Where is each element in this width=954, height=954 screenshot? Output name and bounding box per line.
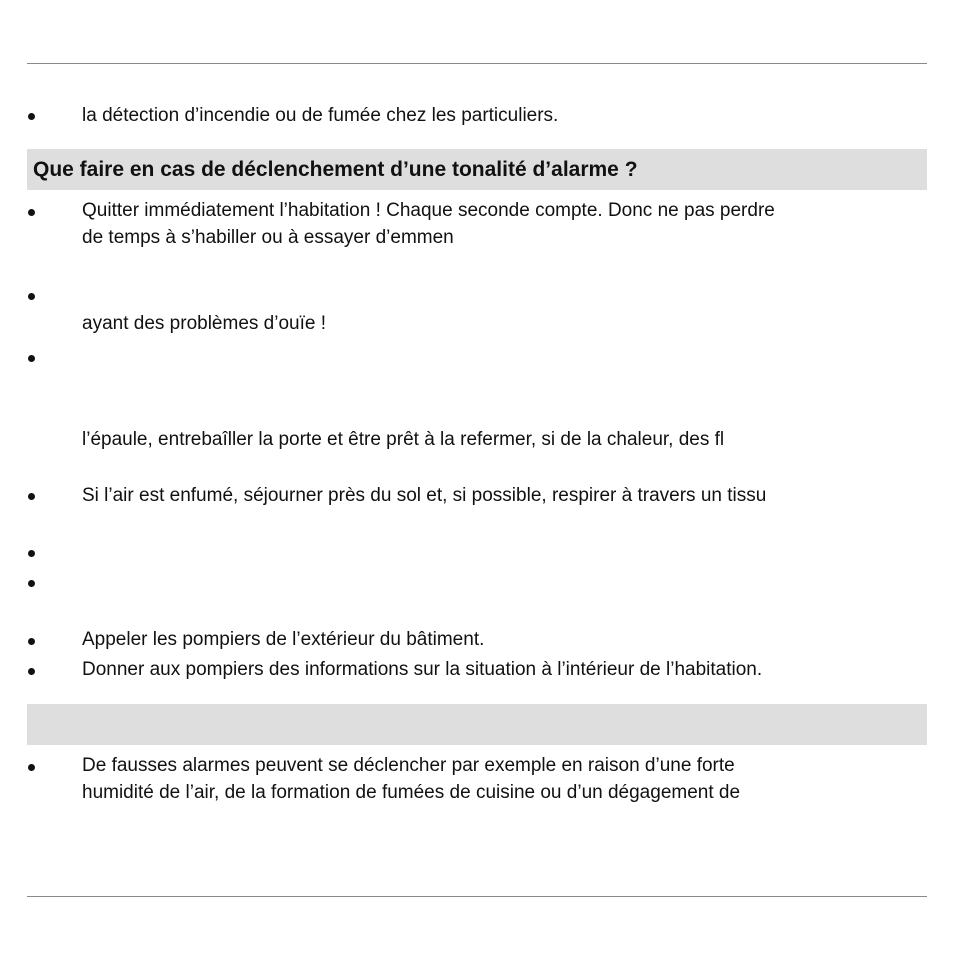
bullet-icon bbox=[28, 668, 35, 675]
section-heading: Que faire en cas de déclenchement d’une tonalité d’alarme ? bbox=[33, 158, 638, 181]
bullet-text: ayant des problèmes d’ouïe ! bbox=[82, 313, 326, 334]
bullet-icon bbox=[28, 580, 35, 587]
header-rule bbox=[27, 63, 927, 64]
bullet-icon bbox=[28, 764, 35, 771]
bullet-text: Si l’air est enfumé, séjourner près du sol et, si possible, respirer à travers un tissu bbox=[82, 485, 767, 506]
bullet-text: l’épaule, entrebaîller la porte et être prêt à la refermer, si de la chaleur, des fl bbox=[82, 429, 725, 450]
bullet-text: humidité de l’air, de la formation de fumées de cuisine ou d’un dégagement de bbox=[82, 782, 741, 803]
bullet-icon bbox=[28, 293, 35, 300]
bullet-icon bbox=[28, 209, 35, 216]
bullet-text: de temps à s’habiller ou à essayer d’emmen bbox=[82, 227, 454, 248]
footer-rule bbox=[27, 896, 927, 897]
bullet-text: Donner aux pompiers des informations sur la situation à l’intérieur de l’habitation. bbox=[82, 659, 763, 680]
bullet-icon bbox=[28, 355, 35, 362]
bullet-icon bbox=[28, 113, 35, 120]
intro-bullet-text: la détection d’incendie ou de fumée chez les particuliers. bbox=[82, 105, 559, 126]
bullet-text: Quitter immédiatement l’habitation ! Chaque seconde compte. Donc ne pas perdre bbox=[82, 200, 775, 221]
bullet-icon bbox=[28, 550, 35, 557]
section-heading-band bbox=[27, 704, 927, 745]
bullet-icon bbox=[28, 493, 35, 500]
bullet-icon bbox=[28, 638, 35, 645]
section-heading-band bbox=[27, 149, 927, 190]
bullet-text: De fausses alarmes peuvent se déclencher par exemple en raison d’une forte bbox=[82, 755, 735, 776]
bullet-text: Appeler les pompiers de l’extérieur du bâtiment. bbox=[82, 629, 485, 650]
